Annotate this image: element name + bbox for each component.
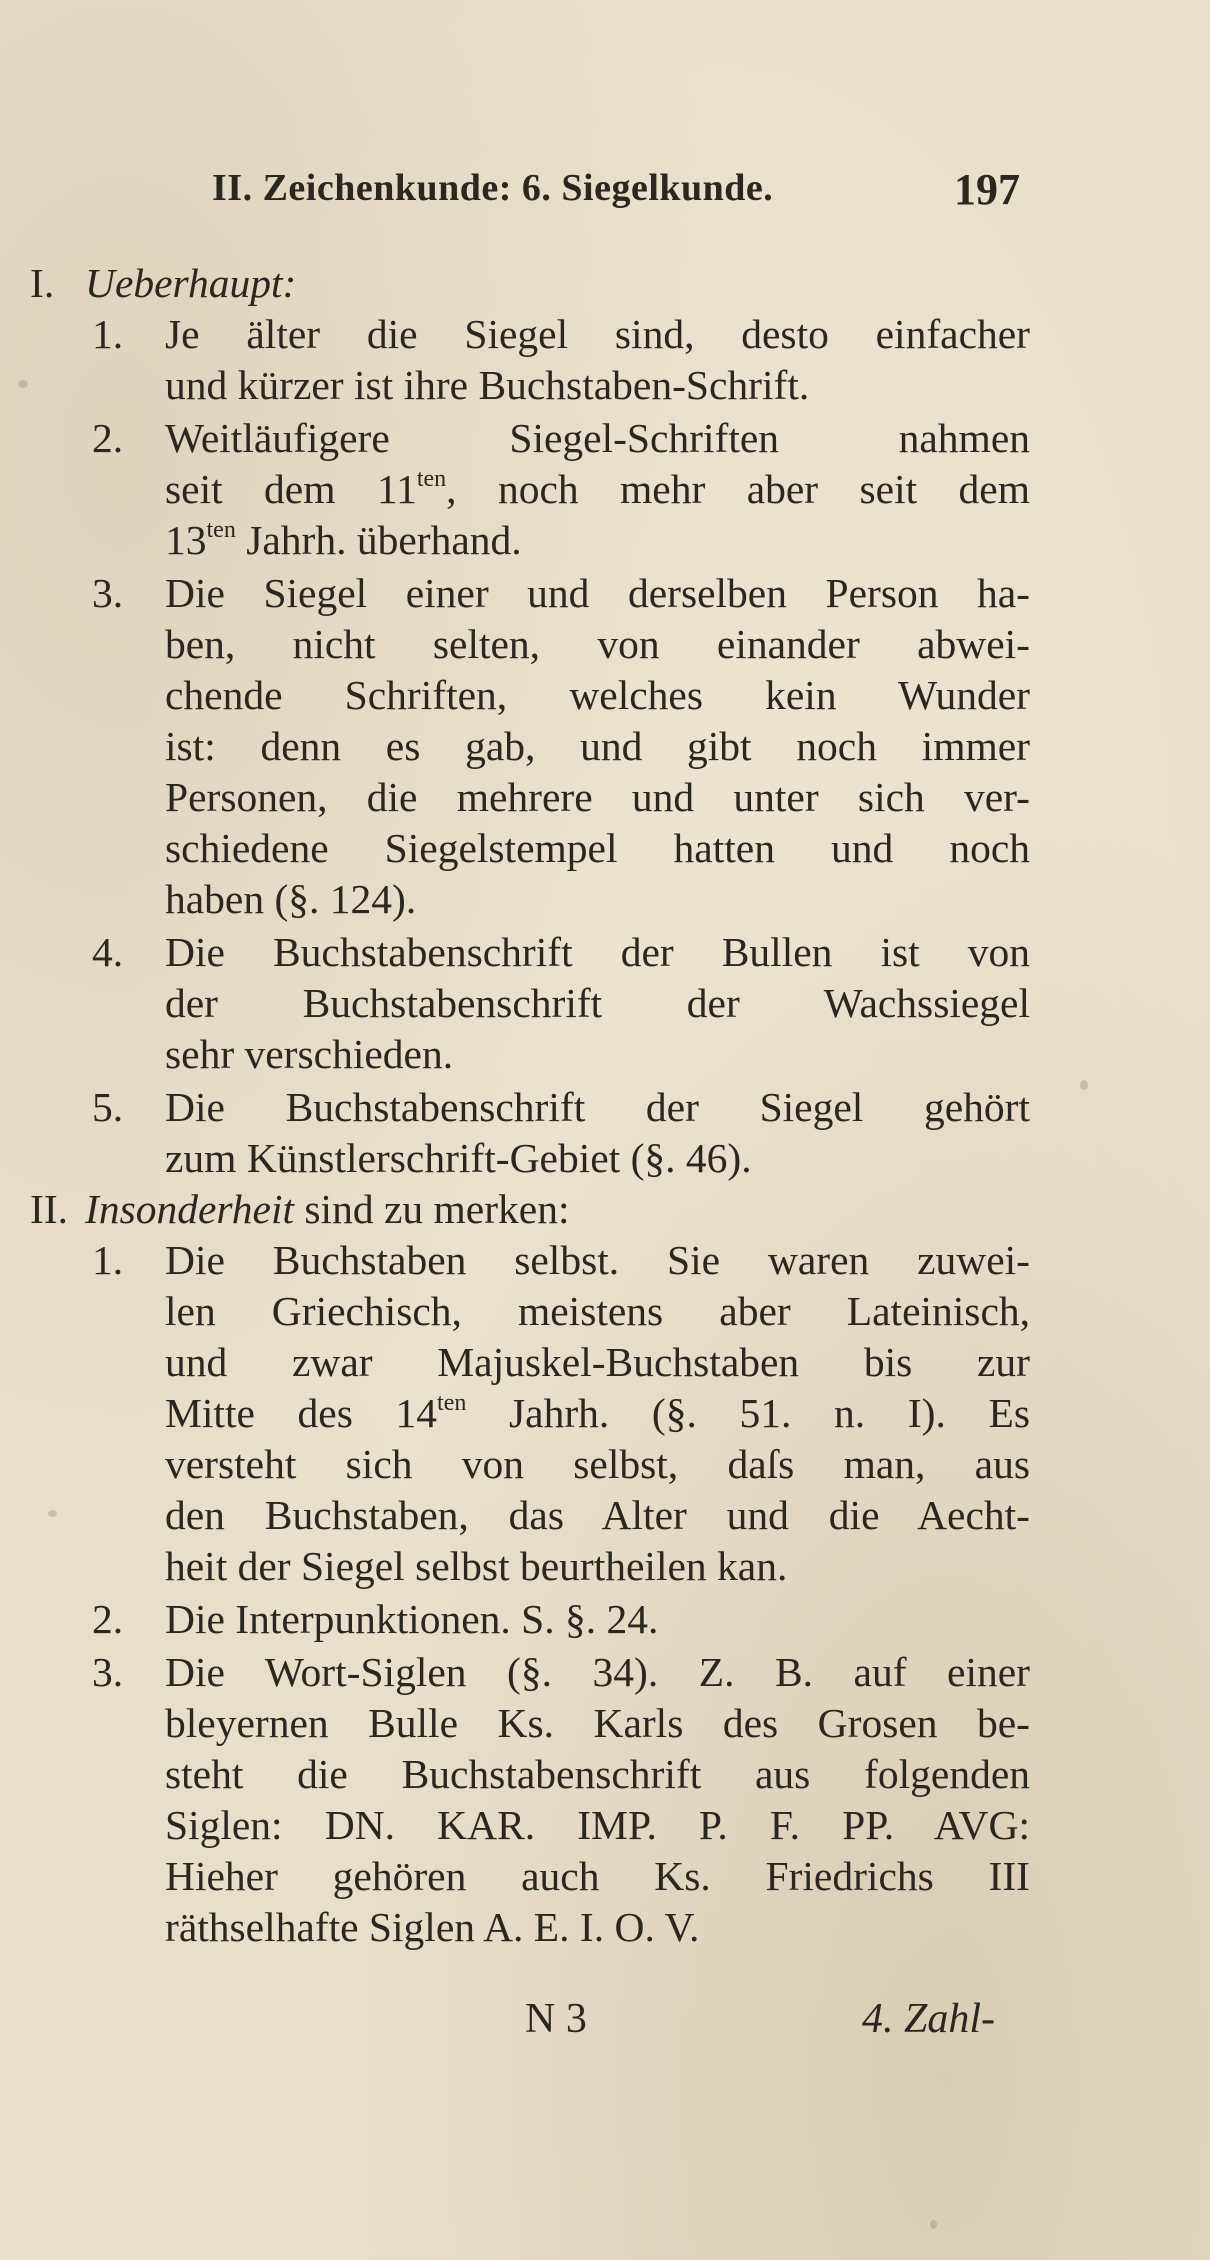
item-number: 1. <box>92 311 124 357</box>
item-number: 1. <box>92 1237 124 1283</box>
text-line: räthselhafte Siglen A. E. I. O. V. <box>165 1904 700 1950</box>
text-line: len Griechisch, meistens aber Lateinisch, <box>165 1288 1030 1334</box>
page-footer <box>0 1995 1210 2055</box>
text-line: schiedene Siegelstempel hatten und noch <box>165 825 1030 871</box>
text-line: der Buchstabenschrift der Wachssiegel <box>165 980 1030 1026</box>
text-line: und zwar Majuskel-Buchstaben bis zur <box>165 1339 1030 1385</box>
list-item <box>30 1594 1030 1645</box>
running-head <box>212 166 1020 226</box>
superscript: ten <box>416 466 447 492</box>
item-number: 2. <box>92 1596 124 1642</box>
text-run: , noch mehr aber seit dem <box>446 466 1030 512</box>
text-line: zum Künstlerschrift-Gebiet (§. 46). <box>165 1135 752 1181</box>
text-line: Die Wort-Siglen (§. 34). Z. B. auf einer <box>165 1649 1030 1695</box>
item-number: 3. <box>92 570 124 616</box>
superscript: ten <box>437 1390 467 1416</box>
section-number: I. <box>30 260 55 306</box>
text-line: chende Schriften, welches kein Wunder <box>165 672 1030 718</box>
paper-stain <box>1080 1080 1088 1090</box>
text-run: seit dem 11 <box>165 466 417 512</box>
text-line <box>165 1388 1030 1439</box>
item-number: 3. <box>92 1649 124 1695</box>
list-item <box>30 1235 1030 1592</box>
list-item <box>30 309 1030 411</box>
section-title: Ueberhaupt: <box>85 260 297 306</box>
text-run: Jahrh. überhand. <box>235 517 522 563</box>
text-line: steht die Buchstabenschrift aus folgenden <box>165 1751 1030 1797</box>
text-line <box>165 515 1030 566</box>
section-heading <box>30 1184 1030 1235</box>
item-number: 5. <box>92 1084 124 1130</box>
page-number: 197 <box>954 165 1020 214</box>
paper-stain <box>930 2220 937 2229</box>
text-line: und kürzer ist ihre Buchstaben-Schrift. <box>165 362 810 408</box>
text-line: Die Buchstabenschrift der Bullen ist von <box>165 929 1030 975</box>
section-title: Insonderheit <box>85 1186 295 1232</box>
list-item <box>30 927 1030 1080</box>
text-line: ist: denn es gab, und gibt noch immer <box>165 723 1030 769</box>
text-line: Siglen: DN. KAR. IMP. P. F. PP. AVG: <box>165 1802 1030 1848</box>
catchword: 4. Zahl- <box>862 1996 996 2042</box>
text-line: Personen, die mehrere und unter sich ver- <box>165 774 1030 820</box>
list-item <box>30 1647 1030 1953</box>
section-title-rest: sind zu merken: <box>294 1186 570 1232</box>
paper-stain <box>18 380 28 388</box>
text-line: bleyernen Bulle Ks. Karls des Grosen be- <box>165 1700 1030 1746</box>
text-line: Die Siegel einer und derselben Person ha- <box>165 570 1030 616</box>
running-head-title: II. Zeichenkunde: 6. Siegelkunde. <box>212 167 774 209</box>
text-line: haben (§. 124). <box>165 876 417 922</box>
text-run: Mitte des 14 <box>165 1390 438 1436</box>
text-line: ben, nicht selten, von einander abwei- <box>165 621 1030 667</box>
text-line: Je älter die Siegel sind, desto einfacher <box>165 311 1030 357</box>
text-line <box>165 464 1030 515</box>
text-line: heit der Siegel selbst beurtheilen kan. <box>165 1543 788 1589</box>
item-number: 2. <box>92 415 124 461</box>
text-run: 13 <box>165 517 207 563</box>
list-item <box>30 568 1030 925</box>
text-line: Die Interpunktionen. S. §. 24. <box>165 1596 659 1642</box>
section-number: II. <box>30 1186 69 1232</box>
text-line: sehr verschieden. <box>165 1031 454 1077</box>
list-item <box>30 413 1030 566</box>
section-heading <box>30 258 1030 309</box>
signature-mark: N 3 <box>525 1996 587 2042</box>
text-run: Jahrh. (§. 51. n. I). Es <box>466 1390 1030 1436</box>
text-line: versteht sich von selbst, daſs man, aus <box>165 1441 1030 1487</box>
main-text <box>30 258 1030 1953</box>
text-line: Weitläufigere Siegel-Schriften nahmen <box>165 415 1030 461</box>
text-line: Die Buchstaben selbst. Sie waren zuwei- <box>165 1237 1030 1283</box>
item-number: 4. <box>92 929 124 975</box>
text-line: den Buchstaben, das Alter und die Aecht- <box>165 1492 1030 1538</box>
superscript: ten <box>206 517 236 543</box>
text-line: Die Buchstabenschrift der Siegel gehört <box>165 1084 1030 1130</box>
list-item <box>30 1082 1030 1184</box>
text-line: Hieher gehören auch Ks. Friedrichs III <box>165 1853 1030 1899</box>
